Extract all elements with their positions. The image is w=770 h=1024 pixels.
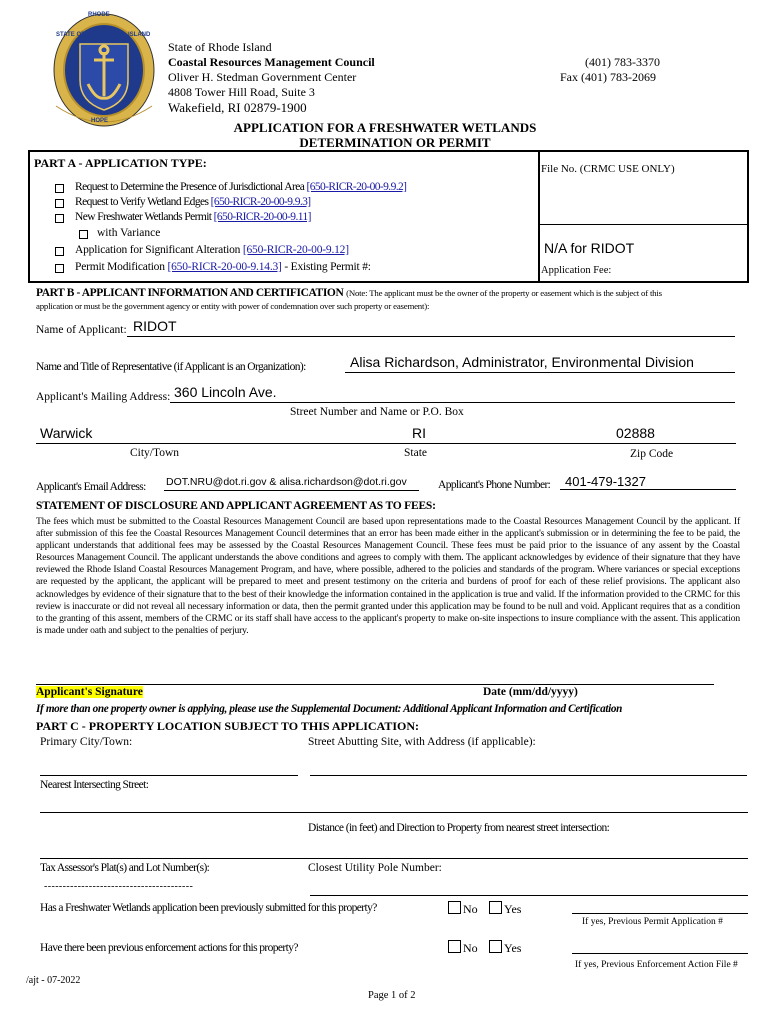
- part-c-heading: PART C - PROPERTY LOCATION SUBJECT TO THIS APPLICATION:: [36, 719, 420, 733]
- intersecting-street-label: Nearest Intersecting Street:: [40, 779, 149, 791]
- applicant-name-label: Name of Applicant:: [36, 324, 127, 336]
- significant-alteration-checkbox[interactable]: [55, 247, 64, 256]
- yes-label: Yes: [504, 902, 522, 916]
- street-abutting-field[interactable]: [310, 775, 747, 776]
- part-b-heading-line: [36, 287, 662, 299]
- revision-code: /ajt - 07-2022: [26, 975, 81, 986]
- supplemental-note: If more than one property owner is applying, please use the Supplemental Document: Additional Applicant Information and Certification: [36, 703, 623, 715]
- previous-application-note: If yes, Previous Permit Application #: [582, 917, 723, 927]
- utility-pole-field[interactable]: [310, 895, 748, 896]
- no-label: No: [463, 941, 478, 955]
- seal-text-bottom: HOPE: [91, 118, 109, 124]
- state-name: State of Rhode Island: [168, 40, 272, 54]
- form-title-line1: APPLICATION FOR A FRESHWATER WETLANDS: [233, 120, 537, 135]
- determine-presence-checkbox[interactable]: [55, 184, 64, 193]
- file-no-label: File No. (CRMC USE ONLY): [541, 163, 675, 175]
- phone-label: Applicant's Phone Number:: [438, 479, 551, 491]
- distance-label: Distance (in feet) and Direction to Property from nearest street intersection:: [308, 822, 610, 834]
- part-b-note-1: (Note: The applicant must be the owner of the property or easement which is the subject of this: [346, 288, 662, 298]
- previous-application-yes-checkbox[interactable]: [489, 901, 502, 914]
- statement-heading: STATEMENT OF DISCLOSURE AND APPLICANT AGREEMENT AS TO FEES:: [36, 500, 436, 512]
- option-new-permit: [75, 211, 311, 223]
- enforcement-no-checkbox[interactable]: [448, 940, 461, 953]
- option-significant-alteration: [75, 244, 349, 256]
- page-number: Page 1 of 2: [368, 990, 416, 1001]
- representative-field[interactable]: Alisa Richardson, Administrator, Environmental Division: [350, 354, 694, 370]
- seal-text-top: RHODE: [88, 12, 110, 18]
- part-b-note-2: application or must be the government agency or entity with power of condemnation over such property or easement):: [36, 301, 430, 311]
- enforcement-file-field[interactable]: [572, 953, 748, 954]
- plat-lot-dashes: ----------------------------------------: [44, 881, 194, 892]
- option-text: Application for Significant Alteration: [75, 244, 243, 256]
- yes-label: Yes: [504, 941, 522, 955]
- distance-field[interactable]: [40, 858, 748, 859]
- statement-text: The fees which must be submitted to the Coastal Resources Management Council are based upon representations made to the Coastal Resources Management Council by the applicant. If after submission of this fee the Coastal Resources Management Council determines that an error has been made either in the applicant's submission or in determining the fee to be paid, the applicant understands that additional fees may be assessed by the Coastal Resources Management Council. These fees must be paid prior to the issuance of any assent by the Coastal Resources Management Council. The applicant understands the above conditions and agrees to comply with them. The applicant acknowledges by evidence of their signature that they have reviewed the Rhode Island Coastal Resources Management Program, and have, where possible, adhered to the policies and standards of the program. Where variances or special exceptions are requested by the applicant, the applicant will be prepared to meet and present testimony on the criteria and burdens of proof for each of these relief provisions. The applicant also acknowledges by evidence of their signature that to the best of their knowledge the information contained in the application is true and valid. If the information provided to the CRMC for this review is inaccurate or did not reveal all necessary information or data, then the permit granted under this application may be found to be null and void. Applicant requires that as a condition to the granting of this assent, members of the CRMC or its staff shall have access to the applicant's property to make on-site inspections to insure compliance with the assent. This application is made under oath and subject to the penalties of perjury.: [36, 516, 740, 636]
- seal-text-left: STATE OF: [56, 32, 85, 38]
- seal-text-right: ISLAND: [128, 32, 151, 38]
- city-caption: City/Town: [130, 447, 180, 459]
- date-label: Date (mm/dd/yyyy): [483, 686, 578, 698]
- mailing-address-field[interactable]: 360 Lincoln Ave.: [174, 384, 277, 400]
- state-seal: [50, 10, 158, 130]
- option-permit-modification: [75, 261, 371, 273]
- plat-lot-label: Tax Assessor's Plat(s) and Lot Number(s):: [40, 862, 210, 874]
- fee-label: Application Fee:: [541, 265, 612, 276]
- state-caption: State: [404, 447, 427, 459]
- regulation-link[interactable]: [650-RICR-20-00-9.11]: [213, 211, 311, 223]
- street-abutting-label: Street Abutting Site, with Address (if applicable):: [308, 736, 536, 748]
- permit-modification-checkbox[interactable]: [55, 264, 64, 273]
- form-title-line2: DETERMINATION OR PERMIT: [299, 135, 491, 150]
- email-label: Applicant's Email Address:: [36, 481, 146, 493]
- office-phone: (401) 783-3370: [585, 55, 660, 69]
- previous-application-number-field[interactable]: [572, 913, 748, 914]
- applicant-name-field[interactable]: RIDOT: [133, 318, 177, 334]
- mailing-address-label: Applicant's Mailing Address:: [36, 391, 171, 403]
- previous-application-question: Has a Freshwater Wetlands application been previously submitted for this property?: [40, 902, 377, 914]
- verify-edges-checkbox[interactable]: [55, 199, 64, 208]
- street-caption: Street Number and Name or P.O. Box: [290, 406, 464, 418]
- option-verify-edges: [75, 196, 311, 208]
- option-text: Permit Modification: [75, 261, 168, 273]
- intersecting-street-field[interactable]: [40, 812, 748, 813]
- street-address: 4808 Tower Hill Road, Suite 3: [168, 85, 315, 99]
- enforcement-note: If yes, Previous Enforcement Action File #: [575, 960, 738, 970]
- zip-field[interactable]: 02888: [616, 425, 655, 441]
- part-b-heading: PART B - APPLICANT INFORMATION AND CERTIFICATION: [36, 287, 344, 299]
- signature-label[interactable]: Applicant's Signature: [36, 686, 143, 698]
- option-text: Request to Verify Wetland Edges: [75, 196, 211, 208]
- primary-city-label: Primary City/Town:: [40, 736, 133, 748]
- primary-city-field[interactable]: [40, 775, 298, 776]
- city-field[interactable]: Warwick: [40, 425, 93, 441]
- city-address: Wakefield, RI 02879-1900: [168, 100, 307, 115]
- email-field[interactable]: DOT.NRU@dot.ri.gov & alisa.richardson@dot.ri.gov: [166, 476, 407, 488]
- state-field[interactable]: RI: [412, 425, 426, 441]
- option-suffix: - Existing Permit #:: [281, 261, 371, 273]
- new-permit-checkbox[interactable]: [55, 214, 64, 223]
- regulation-link[interactable]: [650-RICR-20-00-9.9.3]: [210, 196, 311, 208]
- option-text: New Freshwater Wetlands Permit: [75, 211, 214, 223]
- council-name: Coastal Resources Management Council: [168, 55, 375, 69]
- option-text: Request to Determine the Presence of Jurisdictional Area: [75, 181, 307, 193]
- previous-application-no-checkbox[interactable]: [448, 901, 461, 914]
- zip-caption: Zip Code: [630, 448, 674, 460]
- regulation-link[interactable]: [650-RICR-20-00-9.14.3]: [167, 261, 282, 273]
- representative-label: Name and Title of Representative (if Applicant is an Organization):: [36, 361, 306, 373]
- part-a-heading: PART A - APPLICATION TYPE:: [34, 156, 207, 170]
- office-fax: Fax (401) 783-2069: [560, 70, 656, 84]
- no-label: No: [463, 902, 478, 916]
- option-variance: with Variance: [97, 227, 161, 239]
- phone-field[interactable]: 401-479-1327: [565, 474, 646, 489]
- option-determine-presence: [75, 181, 406, 193]
- fee-value: N/A for RIDOT: [544, 240, 635, 256]
- enforcement-yes-checkbox[interactable]: [489, 940, 502, 953]
- enforcement-question: Have there been previous enforcement actions for this property?: [40, 942, 298, 954]
- regulation-link[interactable]: [650-RICR-20-00-9.9.2]: [306, 181, 407, 193]
- building-name: Oliver H. Stedman Government Center: [168, 70, 357, 84]
- utility-pole-label: Closest Utility Pole Number:: [308, 862, 442, 874]
- regulation-link[interactable]: [650-RICR-20-00-9.12]: [242, 244, 349, 256]
- variance-checkbox[interactable]: [79, 230, 88, 239]
